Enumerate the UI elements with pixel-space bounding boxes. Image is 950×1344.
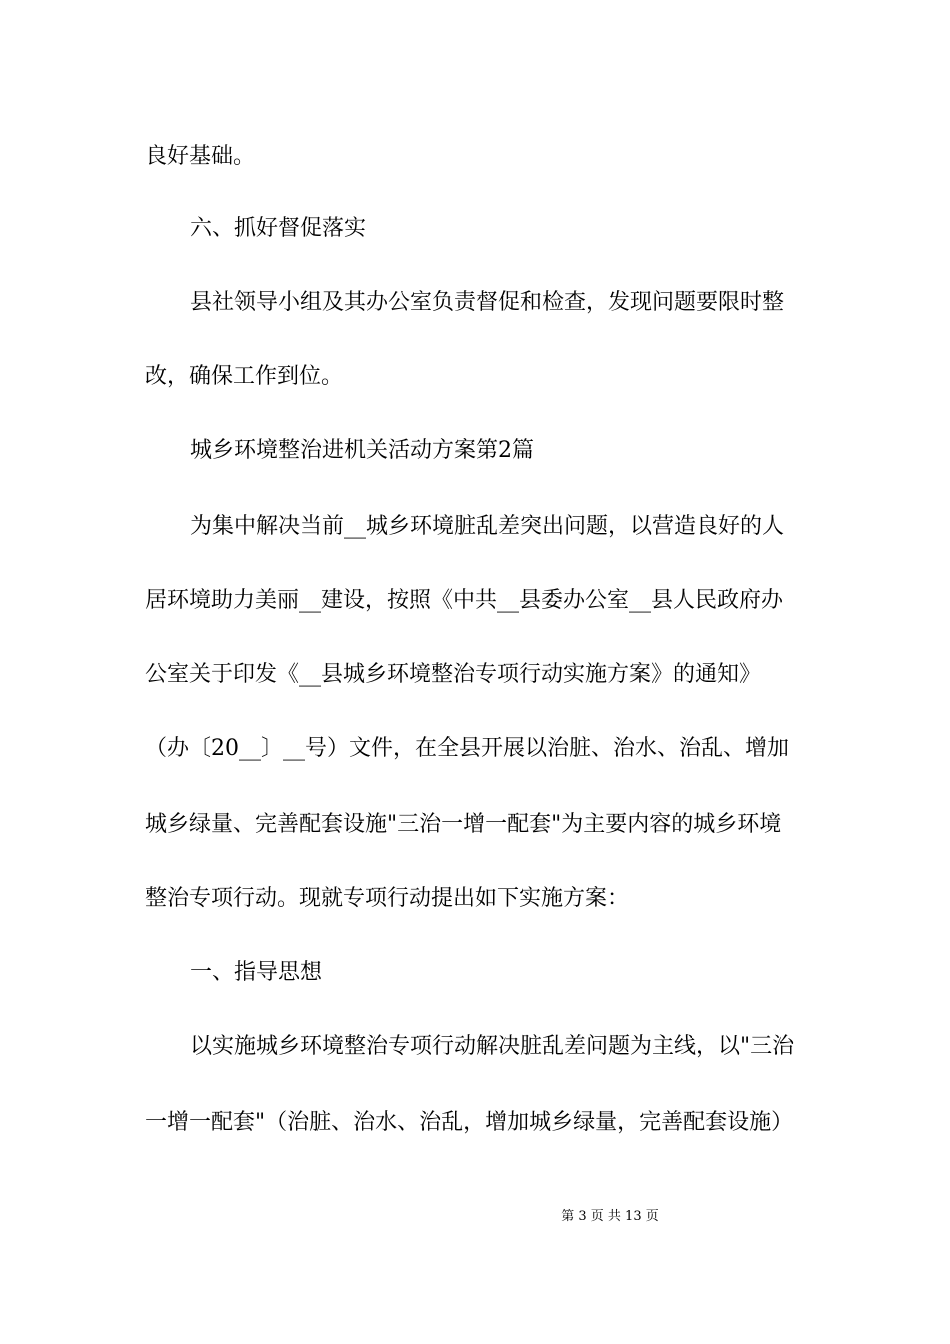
paragraph-line-4: 居环境助力美丽__建设，按照《中共__县委办公室__县人民政府办 [145,588,784,613]
article-title: 城乡环境整治进机关活动方案第2篇 [190,438,534,463]
section-heading-6: 六、抓好督促落实 [190,216,367,241]
section-heading-1: 一、指导思想 [190,960,323,985]
paragraph-line-7: 城乡绿量、完善配套设施"三治一增一配套"为主要内容的城乡环境 [145,812,782,837]
paragraph-line-6: （办〔20__〕__号）文件，在全县开展以治脏、治水、治乱、增加 [145,736,789,761]
page-number: 第 3 页 共 13 页 [561,1209,659,1224]
paragraph-line-10: 一增一配套"（治脏、治水、治乱，增加城乡绿量，完善配套设施） [145,1110,794,1135]
page-footer [0,1208,950,1226]
paragraph-line-5: 公室关于印发《__县城乡环境整治专项行动实施方案》的通知》 [145,662,762,687]
paragraph-line-2: 改，确保工作到位。 [145,364,344,389]
paragraph-line-1: 县社领导小组及其办公室负责督促和检查，发现问题要限时整 [190,290,785,315]
paragraph-line-8: 整治专项行动。现就专项行动提出如下实施方案： [145,886,630,911]
paragraph-line-9: 以实施城乡环境整治专项行动解决脏乱差问题为主线，以"三治 [190,1034,795,1059]
paragraph-line-3: 为集中解决当前__城乡环境脏乱差突出问题，以营造良好的人 [190,514,785,539]
text-line-1: 良好基础。 [145,144,256,169]
